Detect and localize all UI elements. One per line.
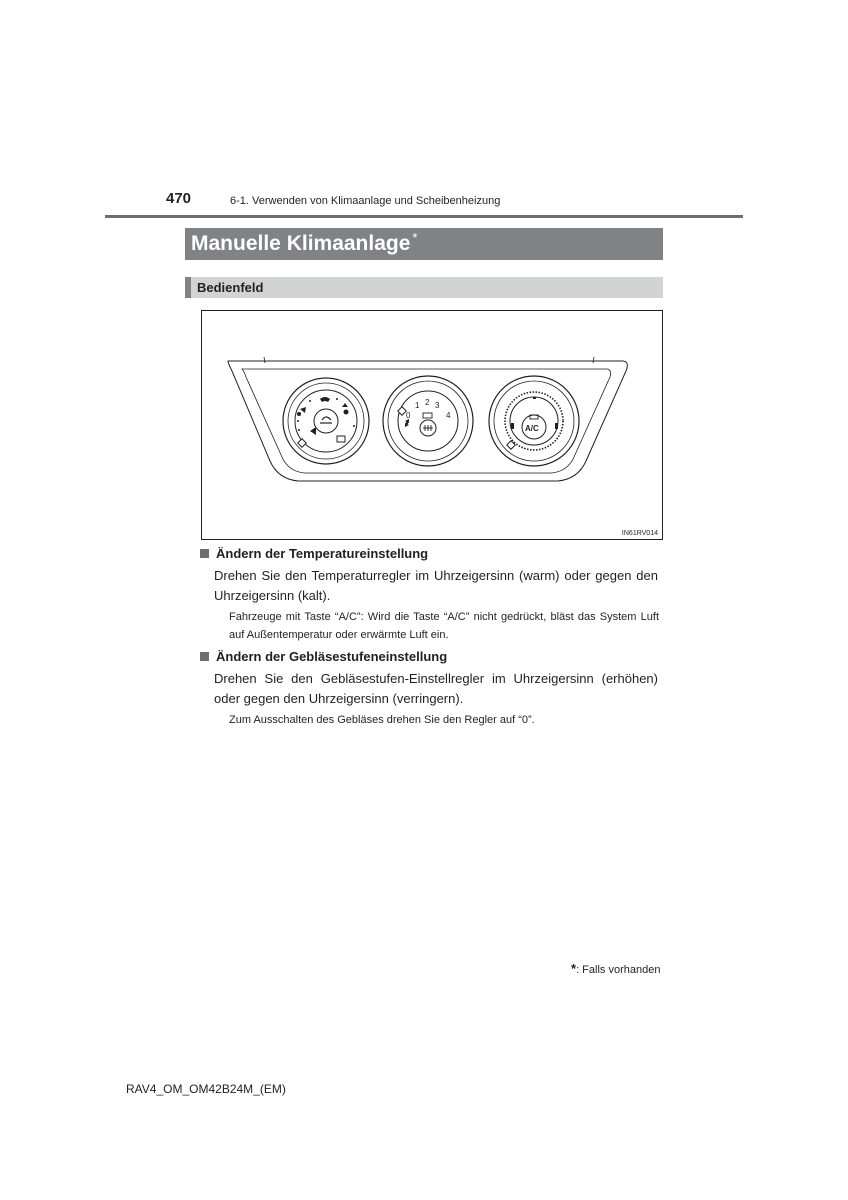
item-body-temperature: Drehen Sie den Temperaturregler im Uhrzeigersinn (warm) oder gegen den Uhrzeigersinn (kalt).: [214, 568, 658, 603]
item-heading-text: Ändern der Gebläsestufeneinstellung: [216, 649, 448, 664]
item-heading-text: Ändern der Temperatureinstellung: [216, 546, 429, 561]
control-panel-illustration: [202, 311, 662, 539]
page-title: [185, 228, 663, 260]
fan-level-3: 3: [435, 401, 440, 410]
item-heading-temperature: [200, 546, 428, 561]
footnote: [571, 961, 660, 976]
page-title-text: Manuelle Klimaanlage: [191, 232, 411, 255]
footer-code: RAV4_OM_OM42B24M_(EM): [126, 1082, 286, 1096]
running-head: 6-1. Verwenden von Klimaanlage und Scheibenheizung: [230, 195, 501, 207]
item-note-fan: Zum Ausschalten des Gebläses drehen Sie den Regler auf “0”.: [229, 714, 535, 726]
bullet-square-icon: [200, 549, 209, 558]
item-note-temperature: Fahrzeuge mit Taste “A/C”: Wird die Taste “A/C” nicht gedrückt, bläst das System Luft auf Außentemperatur oder erwärmte Luft ein.: [229, 611, 659, 641]
mode-pointer-marker: [298, 439, 306, 447]
temperature-pointer-marker: [507, 441, 515, 449]
item-body-fan: Drehen Sie den Gebläsestufen-Einstellregler im Uhrzeigersinn (erhöhen) oder gegen den Uhrzeigersinn (verringern).: [214, 671, 658, 706]
figure-id: IN61RV014: [621, 530, 658, 537]
fan-speed-knob: [383, 376, 473, 466]
fan-icon: [405, 419, 409, 427]
vent-face-icon: [320, 417, 332, 423]
availability-marker: *: [412, 230, 418, 245]
vent-feet-icon: [320, 397, 330, 402]
rear-defogger-icon-small: [337, 436, 345, 442]
fan-level-1: 1: [415, 401, 420, 410]
footnote-text: : Falls vorhanden: [576, 964, 661, 976]
recirculation-icon: [297, 407, 306, 416]
page-number: 470: [166, 190, 192, 207]
footnote-marker: *: [571, 961, 577, 976]
rear-defogger-icon: [423, 413, 433, 431]
control-panel-figure: [201, 310, 663, 540]
section-heading: Bedienfeld: [185, 277, 663, 298]
ac-button: A/C: [525, 424, 539, 433]
fan-level-4: 4: [446, 411, 451, 420]
bullet-square-icon: [200, 652, 209, 661]
temperature-knob: [489, 376, 579, 466]
header-rule: [105, 215, 743, 218]
fan-level-2: 2: [425, 398, 430, 407]
mode-selector-knob: [283, 378, 369, 464]
defroster-icon: [342, 403, 349, 415]
item-heading-fan: [200, 649, 447, 664]
fan-level-0: 0: [406, 411, 411, 420]
mode-icon-lower-left: [310, 427, 316, 435]
